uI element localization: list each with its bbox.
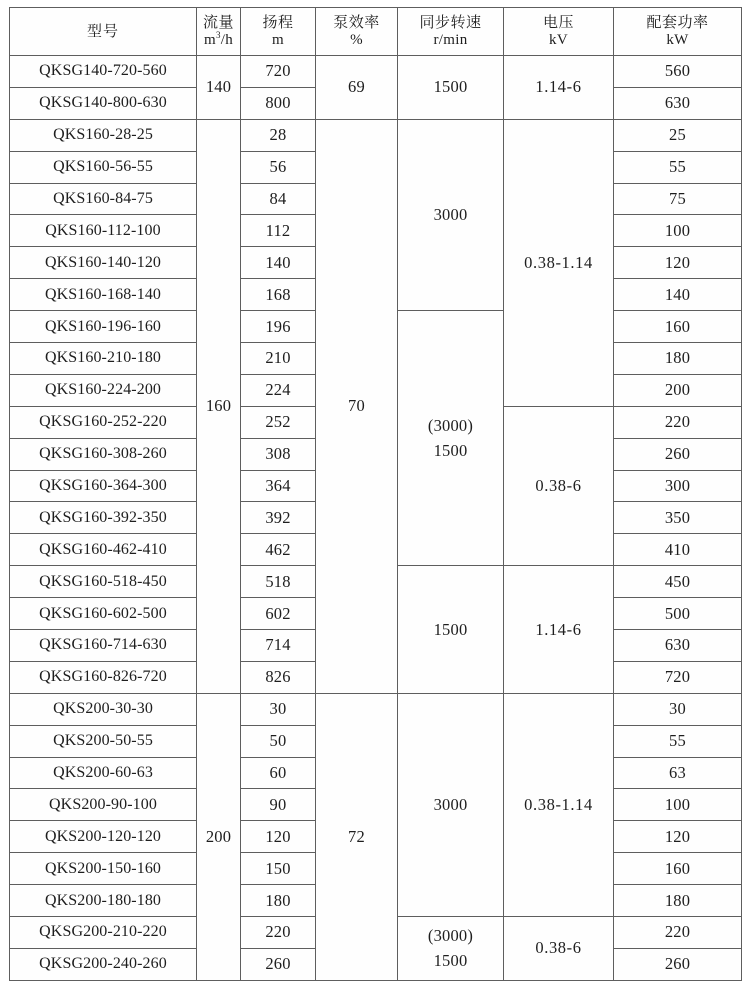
cell-power: 75 bbox=[614, 183, 742, 215]
cell-head: 120 bbox=[241, 821, 316, 853]
cell-head: 392 bbox=[241, 502, 316, 534]
cell-power: 55 bbox=[614, 725, 742, 757]
cell-head: 50 bbox=[241, 725, 316, 757]
cell-power: 260 bbox=[614, 948, 742, 980]
cell-power: 220 bbox=[614, 917, 742, 949]
cell-model: QKS200-60-63 bbox=[10, 757, 197, 789]
cell-model: QKS200-120-120 bbox=[10, 821, 197, 853]
cell-speed: 1500 bbox=[398, 566, 504, 694]
header-head bbox=[241, 8, 316, 56]
cell-head: 252 bbox=[241, 406, 316, 438]
cell-efficiency: 72 bbox=[316, 693, 398, 980]
header-voltage-label: 电压 bbox=[542, 12, 574, 31]
cell-power: 55 bbox=[614, 151, 742, 183]
cell-model: QKSG200-210-220 bbox=[10, 917, 197, 949]
cell-head: 84 bbox=[241, 183, 316, 215]
cell-model: QKSG160-462-410 bbox=[10, 534, 197, 566]
cell-head: 308 bbox=[241, 438, 316, 470]
cell-model: QKS160-84-75 bbox=[10, 183, 197, 215]
header-model bbox=[10, 8, 197, 56]
cell-power: 450 bbox=[614, 566, 742, 598]
cell-power: 160 bbox=[614, 853, 742, 885]
cell-head: 602 bbox=[241, 598, 316, 630]
cell-model: QKS160-224-200 bbox=[10, 374, 197, 406]
header-power bbox=[614, 8, 742, 56]
cell-speed: 3000 bbox=[398, 119, 504, 310]
cell-model: QKSG160-826-720 bbox=[10, 661, 197, 693]
cell-power: 180 bbox=[614, 343, 742, 375]
header-head-unit: m bbox=[272, 31, 284, 48]
header-speed bbox=[398, 8, 504, 56]
cell-head: 462 bbox=[241, 534, 316, 566]
cell-power: 410 bbox=[614, 534, 742, 566]
cell-speed: 1500 bbox=[398, 56, 504, 120]
spec-table-container bbox=[9, 7, 741, 981]
header-power-unit: kW bbox=[666, 31, 689, 48]
cell-model: QKS200-150-160 bbox=[10, 853, 197, 885]
cell-power: 500 bbox=[614, 598, 742, 630]
header-voltage-unit: kV bbox=[549, 31, 568, 48]
header-speed-label: 同步转速 bbox=[419, 12, 482, 31]
cell-voltage: 0.38-6 bbox=[504, 917, 614, 981]
cell-model: QKSG160-308-260 bbox=[10, 438, 197, 470]
cell-power: 120 bbox=[614, 247, 742, 279]
cell-power: 100 bbox=[614, 789, 742, 821]
cell-speed bbox=[398, 311, 504, 566]
cell-head: 720 bbox=[241, 56, 316, 88]
cell-model: QKSG200-240-260 bbox=[10, 948, 197, 980]
cell-voltage: 0.38-1.14 bbox=[504, 119, 614, 406]
cell-power: 120 bbox=[614, 821, 742, 853]
cell-head: 826 bbox=[241, 661, 316, 693]
cell-head: 112 bbox=[241, 215, 316, 247]
cell-power: 200 bbox=[614, 374, 742, 406]
header-efficiency bbox=[316, 8, 398, 56]
cell-flow: 160 bbox=[197, 119, 241, 693]
cell-head: 56 bbox=[241, 151, 316, 183]
cell-head: 714 bbox=[241, 630, 316, 662]
table-row bbox=[10, 119, 742, 151]
cell-model: QKSG140-720-560 bbox=[10, 56, 197, 88]
flow-unit-suffix: /h bbox=[220, 31, 234, 48]
speed-value-primary: (3000) bbox=[427, 925, 474, 945]
cell-head: 90 bbox=[241, 789, 316, 821]
cell-speed: 3000 bbox=[398, 693, 504, 916]
cell-model: QKS200-180-180 bbox=[10, 885, 197, 917]
flow-unit-prefix: m bbox=[203, 31, 216, 48]
cell-model: QKSG160-252-220 bbox=[10, 406, 197, 438]
pump-specification-table bbox=[9, 7, 742, 981]
flow-unit-exponent: 3 bbox=[215, 29, 221, 40]
cell-efficiency: 70 bbox=[316, 119, 398, 693]
table-header bbox=[10, 8, 742, 56]
header-model-label: 型号 bbox=[86, 21, 119, 40]
cell-flow: 140 bbox=[197, 56, 241, 120]
cell-power: 180 bbox=[614, 885, 742, 917]
cell-model: QKSG160-518-450 bbox=[10, 566, 197, 598]
cell-flow: 200 bbox=[197, 693, 241, 980]
cell-power: 25 bbox=[614, 119, 742, 151]
cell-head: 220 bbox=[241, 917, 316, 949]
cell-head: 518 bbox=[241, 566, 316, 598]
cell-model: QKS200-90-100 bbox=[10, 789, 197, 821]
header-flow-unit bbox=[197, 29, 240, 50]
cell-voltage: 0.38-6 bbox=[504, 406, 614, 565]
cell-head: 60 bbox=[241, 757, 316, 789]
cell-head: 260 bbox=[241, 948, 316, 980]
cell-head: 30 bbox=[241, 693, 316, 725]
cell-model: QKS200-50-55 bbox=[10, 725, 197, 757]
cell-power: 630 bbox=[614, 87, 742, 119]
cell-model: QKS160-168-140 bbox=[10, 279, 197, 311]
header-flow bbox=[197, 8, 241, 56]
cell-head: 168 bbox=[241, 279, 316, 311]
cell-power: 220 bbox=[614, 406, 742, 438]
cell-head: 224 bbox=[241, 374, 316, 406]
table-row bbox=[10, 56, 742, 88]
cell-voltage: 1.14-6 bbox=[504, 56, 614, 120]
cell-model: QKS200-30-30 bbox=[10, 693, 197, 725]
cell-model: QKSG160-392-350 bbox=[10, 502, 197, 534]
header-power-label: 配套功率 bbox=[646, 12, 709, 31]
cell-head: 150 bbox=[241, 853, 316, 885]
header-efficiency-label: 泵效率 bbox=[333, 12, 380, 31]
cell-model: QKS160-56-55 bbox=[10, 151, 197, 183]
cell-power: 160 bbox=[614, 311, 742, 343]
cell-power: 350 bbox=[614, 502, 742, 534]
cell-model: QKS160-140-120 bbox=[10, 247, 197, 279]
cell-head: 210 bbox=[241, 343, 316, 375]
speed-value-secondary: 1500 bbox=[433, 951, 468, 971]
cell-model: QKS160-196-160 bbox=[10, 311, 197, 343]
cell-model: QKS160-112-100 bbox=[10, 215, 197, 247]
cell-power: 630 bbox=[614, 630, 742, 662]
cell-power: 30 bbox=[614, 693, 742, 725]
cell-power: 300 bbox=[614, 470, 742, 502]
cell-model: QKSG160-714-630 bbox=[10, 630, 197, 662]
cell-head: 364 bbox=[241, 470, 316, 502]
cell-power: 63 bbox=[614, 757, 742, 789]
cell-voltage: 0.38-1.14 bbox=[504, 693, 614, 916]
cell-model: QKSG140-800-630 bbox=[10, 87, 197, 119]
cell-model: QKSG160-364-300 bbox=[10, 470, 197, 502]
speed-value-primary: (3000) bbox=[427, 415, 474, 435]
cell-head: 196 bbox=[241, 311, 316, 343]
cell-power: 260 bbox=[614, 438, 742, 470]
header-row bbox=[10, 8, 742, 56]
cell-speed bbox=[398, 917, 504, 981]
speed-value-secondary: 1500 bbox=[433, 441, 468, 461]
cell-power: 560 bbox=[614, 56, 742, 88]
cell-head: 180 bbox=[241, 885, 316, 917]
header-head-label: 扬程 bbox=[262, 12, 294, 31]
cell-head: 800 bbox=[241, 87, 316, 119]
header-speed-unit: r/min bbox=[433, 31, 468, 48]
cell-model: QKSG160-602-500 bbox=[10, 598, 197, 630]
cell-voltage: 1.14-6 bbox=[504, 566, 614, 694]
table-row bbox=[10, 693, 742, 725]
cell-power: 720 bbox=[614, 661, 742, 693]
cell-power: 140 bbox=[614, 279, 742, 311]
header-efficiency-unit: % bbox=[350, 31, 363, 48]
cell-head: 140 bbox=[241, 247, 316, 279]
cell-power: 100 bbox=[614, 215, 742, 247]
cell-model: QKS160-210-180 bbox=[10, 343, 197, 375]
cell-model: QKS160-28-25 bbox=[10, 119, 197, 151]
header-flow-label: 流量 bbox=[202, 12, 234, 31]
cell-efficiency: 69 bbox=[316, 56, 398, 120]
table-body bbox=[10, 56, 742, 981]
cell-head: 28 bbox=[241, 119, 316, 151]
header-voltage bbox=[504, 8, 614, 56]
